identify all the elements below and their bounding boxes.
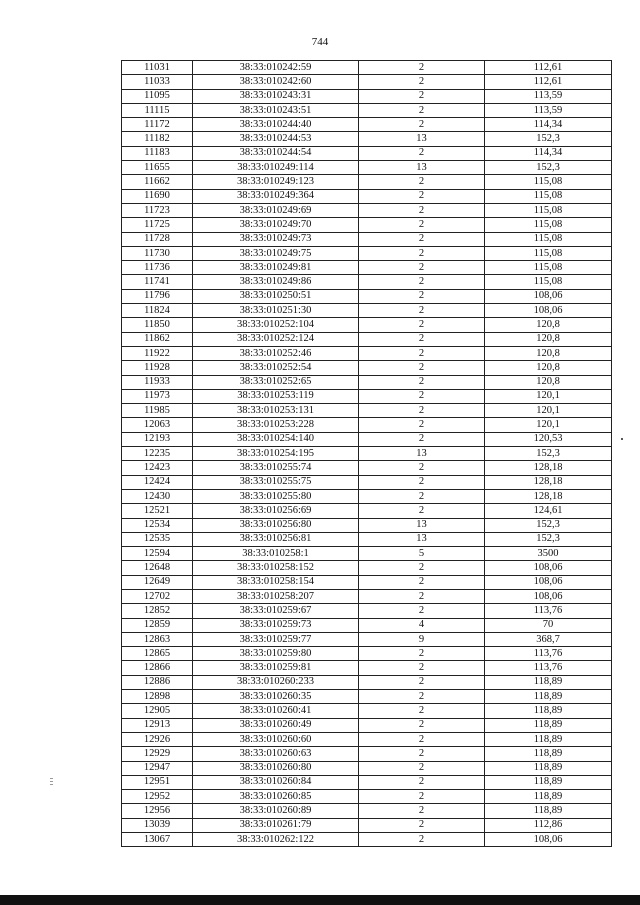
cadastral-number-cell: 38:33:010258:1	[193, 547, 359, 561]
cadastral-number-cell: 38:33:010243:31	[193, 89, 359, 103]
cadastral-number-cell: 38:33:010253:119	[193, 389, 359, 403]
value-cell: 118,89	[485, 790, 612, 804]
cadastral-number-cell: 38:33:010261:79	[193, 818, 359, 832]
value-cell: 152,3	[485, 161, 612, 175]
record-number-cell: 12886	[122, 675, 193, 689]
cadastral-number-cell: 38:33:010256:80	[193, 518, 359, 532]
cadastral-number-cell: 38:33:010249:123	[193, 175, 359, 189]
cadastral-number-cell: 38:33:010254:195	[193, 447, 359, 461]
cadastral-number-cell: 38:33:010259:77	[193, 632, 359, 646]
table-row	[122, 775, 612, 789]
cadastral-number-cell: 38:33:010249:75	[193, 246, 359, 260]
value-cell: 115,08	[485, 275, 612, 289]
value-cell: 113,59	[485, 89, 612, 103]
quantity-cell: 2	[359, 361, 485, 375]
record-number-cell: 12865	[122, 647, 193, 661]
record-number-cell: 11115	[122, 103, 193, 117]
cadastral-number-cell: 38:33:010260:35	[193, 690, 359, 704]
value-cell: 128,18	[485, 489, 612, 503]
record-number-cell: 11095	[122, 89, 193, 103]
quantity-cell: 2	[359, 89, 485, 103]
table-row	[122, 289, 612, 303]
table-row	[122, 747, 612, 761]
record-number-cell: 12594	[122, 547, 193, 561]
table-row	[122, 604, 612, 618]
quantity-cell: 2	[359, 318, 485, 332]
quantity-cell: 13	[359, 132, 485, 146]
value-cell: 115,08	[485, 246, 612, 260]
quantity-cell: 2	[359, 818, 485, 832]
value-cell: 115,08	[485, 189, 612, 203]
record-number-cell: 11031	[122, 61, 193, 75]
record-number-cell: 13067	[122, 833, 193, 847]
value-cell: 108,06	[485, 304, 612, 318]
cadastral-number-cell: 38:33:010259:80	[193, 647, 359, 661]
record-number-cell: 12648	[122, 561, 193, 575]
value-cell: 152,3	[485, 518, 612, 532]
cadastral-number-cell: 38:33:010260:41	[193, 704, 359, 718]
table-row	[122, 404, 612, 418]
value-cell: 113,76	[485, 661, 612, 675]
value-cell: 70	[485, 618, 612, 632]
table-row	[122, 461, 612, 475]
cadastral-number-cell: 38:33:010244:54	[193, 146, 359, 160]
record-number-cell: 11728	[122, 232, 193, 246]
table-row	[122, 375, 612, 389]
quantity-cell: 2	[359, 275, 485, 289]
value-cell: 118,89	[485, 690, 612, 704]
table-row	[122, 790, 612, 804]
quantity-cell: 2	[359, 732, 485, 746]
cadastral-number-cell: 38:33:010249:73	[193, 232, 359, 246]
quantity-cell: 2	[359, 232, 485, 246]
table-row	[122, 561, 612, 575]
record-number-cell: 11928	[122, 361, 193, 375]
quantity-cell: 2	[359, 833, 485, 847]
quantity-cell: 2	[359, 404, 485, 418]
cadastral-number-cell: 38:33:010249:86	[193, 275, 359, 289]
quantity-cell: 2	[359, 589, 485, 603]
table-row	[122, 161, 612, 175]
value-cell: 114,34	[485, 146, 612, 160]
cadastral-number-cell: 38:33:010255:75	[193, 475, 359, 489]
cadastral-number-cell: 38:33:010260:63	[193, 747, 359, 761]
margin-speck	[50, 781, 53, 782]
cadastral-number-cell: 38:33:010249:364	[193, 189, 359, 203]
record-number-cell: 11736	[122, 261, 193, 275]
cadastral-number-cell: 38:33:010252:124	[193, 332, 359, 346]
cadastral-number-cell: 38:33:010250:51	[193, 289, 359, 303]
quantity-cell: 2	[359, 647, 485, 661]
quantity-cell: 13	[359, 161, 485, 175]
value-cell: 115,08	[485, 261, 612, 275]
table-row	[122, 146, 612, 160]
margin-speck	[50, 784, 53, 785]
quantity-cell: 2	[359, 704, 485, 718]
cadastral-number-cell: 38:33:010260:89	[193, 804, 359, 818]
cadastral-number-cell: 38:33:010259:81	[193, 661, 359, 675]
record-number-cell: 11725	[122, 218, 193, 232]
quantity-cell: 2	[359, 75, 485, 89]
quantity-cell: 2	[359, 575, 485, 589]
table-row	[122, 75, 612, 89]
cadastral-table	[121, 60, 612, 847]
table-row	[122, 761, 612, 775]
cadastral-number-cell: 38:33:010253:228	[193, 418, 359, 432]
quantity-cell: 2	[359, 304, 485, 318]
quantity-cell: 2	[359, 604, 485, 618]
cadastral-number-cell: 38:33:010255:74	[193, 461, 359, 475]
cadastral-number-cell: 38:33:010258:154	[193, 575, 359, 589]
quantity-cell: 2	[359, 661, 485, 675]
value-cell: 120,1	[485, 418, 612, 432]
value-cell: 124,61	[485, 504, 612, 518]
record-number-cell: 12424	[122, 475, 193, 489]
table-row	[122, 432, 612, 446]
record-number-cell: 12863	[122, 632, 193, 646]
quantity-cell: 2	[359, 804, 485, 818]
value-cell: 152,3	[485, 132, 612, 146]
record-number-cell: 11655	[122, 161, 193, 175]
record-number-cell: 12898	[122, 690, 193, 704]
table-row	[122, 346, 612, 360]
quantity-cell: 2	[359, 189, 485, 203]
table-row	[122, 332, 612, 346]
value-cell: 120,8	[485, 375, 612, 389]
scan-dot	[621, 438, 623, 440]
value-cell: 113,76	[485, 604, 612, 618]
quantity-cell: 5	[359, 547, 485, 561]
value-cell: 115,08	[485, 232, 612, 246]
table-row	[122, 818, 612, 832]
record-number-cell: 11933	[122, 375, 193, 389]
record-number-cell: 11985	[122, 404, 193, 418]
cadastral-number-cell: 38:33:010258:152	[193, 561, 359, 575]
table-row	[122, 732, 612, 746]
cadastral-number-cell: 38:33:010254:140	[193, 432, 359, 446]
table-row	[122, 704, 612, 718]
table-row	[122, 218, 612, 232]
value-cell: 3500	[485, 547, 612, 561]
value-cell: 112,86	[485, 818, 612, 832]
cadastral-number-cell: 38:33:010260:84	[193, 775, 359, 789]
quantity-cell: 2	[359, 489, 485, 503]
table-row	[122, 232, 612, 246]
record-number-cell: 12956	[122, 804, 193, 818]
table-row	[122, 118, 612, 132]
quantity-cell: 2	[359, 747, 485, 761]
table-row	[122, 304, 612, 318]
value-cell: 108,06	[485, 589, 612, 603]
record-number-cell: 11183	[122, 146, 193, 160]
record-number-cell: 13039	[122, 818, 193, 832]
table-row	[122, 804, 612, 818]
table-row	[122, 833, 612, 847]
cadastral-number-cell: 38:33:010260:85	[193, 790, 359, 804]
value-cell: 128,18	[485, 475, 612, 489]
value-cell: 115,08	[485, 203, 612, 217]
cadastral-number-cell: 38:33:010242:60	[193, 75, 359, 89]
margin-speck	[50, 778, 53, 779]
record-number-cell: 12063	[122, 418, 193, 432]
quantity-cell: 2	[359, 418, 485, 432]
table-row	[122, 203, 612, 217]
cadastral-number-cell: 38:33:010252:65	[193, 375, 359, 389]
quantity-cell: 2	[359, 475, 485, 489]
record-number-cell: 11182	[122, 132, 193, 146]
record-number-cell: 11973	[122, 389, 193, 403]
cadastral-number-cell: 38:33:010252:54	[193, 361, 359, 375]
cadastral-number-cell: 38:33:010249:81	[193, 261, 359, 275]
table-row	[122, 418, 612, 432]
value-cell: 118,89	[485, 804, 612, 818]
record-number-cell: 11922	[122, 346, 193, 360]
scan-bottom-edge	[0, 895, 640, 905]
cadastral-number-cell: 38:33:010244:40	[193, 118, 359, 132]
table-row	[122, 575, 612, 589]
table-row	[122, 318, 612, 332]
value-cell: 152,3	[485, 447, 612, 461]
value-cell: 368,7	[485, 632, 612, 646]
record-number-cell: 12534	[122, 518, 193, 532]
value-cell: 108,06	[485, 575, 612, 589]
value-cell: 108,06	[485, 561, 612, 575]
value-cell: 118,89	[485, 775, 612, 789]
record-number-cell: 12866	[122, 661, 193, 675]
table-row	[122, 647, 612, 661]
table-row	[122, 132, 612, 146]
table-row	[122, 389, 612, 403]
quantity-cell: 2	[359, 461, 485, 475]
value-cell: 152,3	[485, 532, 612, 546]
record-number-cell: 11850	[122, 318, 193, 332]
table-row	[122, 447, 612, 461]
record-number-cell: 12859	[122, 618, 193, 632]
value-cell: 115,08	[485, 175, 612, 189]
value-cell: 118,89	[485, 718, 612, 732]
record-number-cell: 12952	[122, 790, 193, 804]
cadastral-number-cell: 38:33:010260:233	[193, 675, 359, 689]
quantity-cell: 2	[359, 775, 485, 789]
quantity-cell: 2	[359, 432, 485, 446]
value-cell: 120,8	[485, 361, 612, 375]
table-row	[122, 690, 612, 704]
quantity-cell: 2	[359, 675, 485, 689]
value-cell: 114,34	[485, 118, 612, 132]
quantity-cell: 2	[359, 346, 485, 360]
cadastral-number-cell: 38:33:010252:104	[193, 318, 359, 332]
page-number: 744	[311, 36, 329, 48]
cadastral-number-cell: 38:33:010260:80	[193, 761, 359, 775]
cadastral-number-cell: 38:33:010249:70	[193, 218, 359, 232]
record-number-cell: 12521	[122, 504, 193, 518]
cadastral-number-cell: 38:33:010256:69	[193, 504, 359, 518]
quantity-cell: 2	[359, 389, 485, 403]
table-row	[122, 489, 612, 503]
value-cell: 113,59	[485, 103, 612, 117]
quantity-cell: 2	[359, 289, 485, 303]
table-row	[122, 175, 612, 189]
value-cell: 112,61	[485, 61, 612, 75]
quantity-cell: 2	[359, 332, 485, 346]
cadastral-number-cell: 38:33:010259:73	[193, 618, 359, 632]
record-number-cell: 12423	[122, 461, 193, 475]
table-row	[122, 475, 612, 489]
record-number-cell: 11172	[122, 118, 193, 132]
table-row	[122, 246, 612, 260]
record-number-cell: 12649	[122, 575, 193, 589]
table-row	[122, 189, 612, 203]
value-cell: 108,06	[485, 289, 612, 303]
quantity-cell: 2	[359, 218, 485, 232]
quantity-cell: 2	[359, 175, 485, 189]
value-cell: 112,61	[485, 75, 612, 89]
table-row	[122, 661, 612, 675]
value-cell: 118,89	[485, 704, 612, 718]
table-row	[122, 547, 612, 561]
cadastral-number-cell: 38:33:010244:53	[193, 132, 359, 146]
value-cell: 118,89	[485, 747, 612, 761]
value-cell: 120,1	[485, 389, 612, 403]
table-row	[122, 361, 612, 375]
record-number-cell: 12852	[122, 604, 193, 618]
cadastral-number-cell: 38:33:010243:51	[193, 103, 359, 117]
table-row	[122, 261, 612, 275]
table-row	[122, 89, 612, 103]
cadastral-number-cell: 38:33:010256:81	[193, 532, 359, 546]
record-number-cell: 12430	[122, 489, 193, 503]
quantity-cell: 2	[359, 146, 485, 160]
cadastral-number-cell: 38:33:010249:114	[193, 161, 359, 175]
quantity-cell: 2	[359, 203, 485, 217]
quantity-cell: 2	[359, 61, 485, 75]
value-cell: 115,08	[485, 218, 612, 232]
quantity-cell: 2	[359, 118, 485, 132]
cadastral-number-cell: 38:33:010255:80	[193, 489, 359, 503]
record-number-cell: 12535	[122, 532, 193, 546]
cadastral-number-cell: 38:33:010251:30	[193, 304, 359, 318]
cadastral-number-cell: 38:33:010259:67	[193, 604, 359, 618]
record-number-cell: 11862	[122, 332, 193, 346]
record-number-cell: 11690	[122, 189, 193, 203]
record-number-cell: 12702	[122, 589, 193, 603]
cadastral-number-cell: 38:33:010253:131	[193, 404, 359, 418]
quantity-cell: 13	[359, 518, 485, 532]
table-row	[122, 589, 612, 603]
record-number-cell: 12913	[122, 718, 193, 732]
quantity-cell: 9	[359, 632, 485, 646]
quantity-cell: 2	[359, 761, 485, 775]
record-number-cell: 11730	[122, 246, 193, 260]
cadastral-number-cell: 38:33:010242:59	[193, 61, 359, 75]
quantity-cell: 2	[359, 261, 485, 275]
table-row	[122, 61, 612, 75]
quantity-cell: 13	[359, 532, 485, 546]
quantity-cell: 2	[359, 690, 485, 704]
record-number-cell: 12947	[122, 761, 193, 775]
record-number-cell: 11662	[122, 175, 193, 189]
cadastral-number-cell: 38:33:010260:49	[193, 718, 359, 732]
value-cell: 120,8	[485, 332, 612, 346]
record-number-cell: 12193	[122, 432, 193, 446]
quantity-cell: 2	[359, 504, 485, 518]
record-number-cell: 11723	[122, 203, 193, 217]
cadastral-number-cell: 38:33:010252:46	[193, 346, 359, 360]
value-cell: 120,1	[485, 404, 612, 418]
value-cell: 118,89	[485, 732, 612, 746]
quantity-cell: 4	[359, 618, 485, 632]
table-row	[122, 718, 612, 732]
cadastral-number-cell: 38:33:010260:60	[193, 732, 359, 746]
table-row	[122, 675, 612, 689]
record-number-cell: 11741	[122, 275, 193, 289]
value-cell: 118,89	[485, 761, 612, 775]
table-row	[122, 275, 612, 289]
quantity-cell: 2	[359, 790, 485, 804]
cadastral-number-cell: 38:33:010262:122	[193, 833, 359, 847]
record-number-cell: 12905	[122, 704, 193, 718]
record-number-cell: 11824	[122, 304, 193, 318]
value-cell: 128,18	[485, 461, 612, 475]
value-cell: 118,89	[485, 675, 612, 689]
value-cell: 120,53	[485, 432, 612, 446]
table-row	[122, 504, 612, 518]
table-row	[122, 618, 612, 632]
quantity-cell: 13	[359, 447, 485, 461]
value-cell: 113,76	[485, 647, 612, 661]
record-number-cell: 11033	[122, 75, 193, 89]
record-number-cell: 11796	[122, 289, 193, 303]
quantity-cell: 2	[359, 718, 485, 732]
table-row	[122, 103, 612, 117]
table-row	[122, 632, 612, 646]
value-cell: 120,8	[485, 346, 612, 360]
table-body	[122, 61, 612, 847]
quantity-cell: 2	[359, 375, 485, 389]
table-row	[122, 532, 612, 546]
record-number-cell: 12235	[122, 447, 193, 461]
value-cell: 120,8	[485, 318, 612, 332]
quantity-cell: 2	[359, 561, 485, 575]
quantity-cell: 2	[359, 246, 485, 260]
record-number-cell: 12951	[122, 775, 193, 789]
value-cell: 108,06	[485, 833, 612, 847]
record-number-cell: 12926	[122, 732, 193, 746]
cadastral-number-cell: 38:33:010249:69	[193, 203, 359, 217]
cadastral-number-cell: 38:33:010258:207	[193, 589, 359, 603]
table-row	[122, 518, 612, 532]
quantity-cell: 2	[359, 103, 485, 117]
record-number-cell: 12929	[122, 747, 193, 761]
